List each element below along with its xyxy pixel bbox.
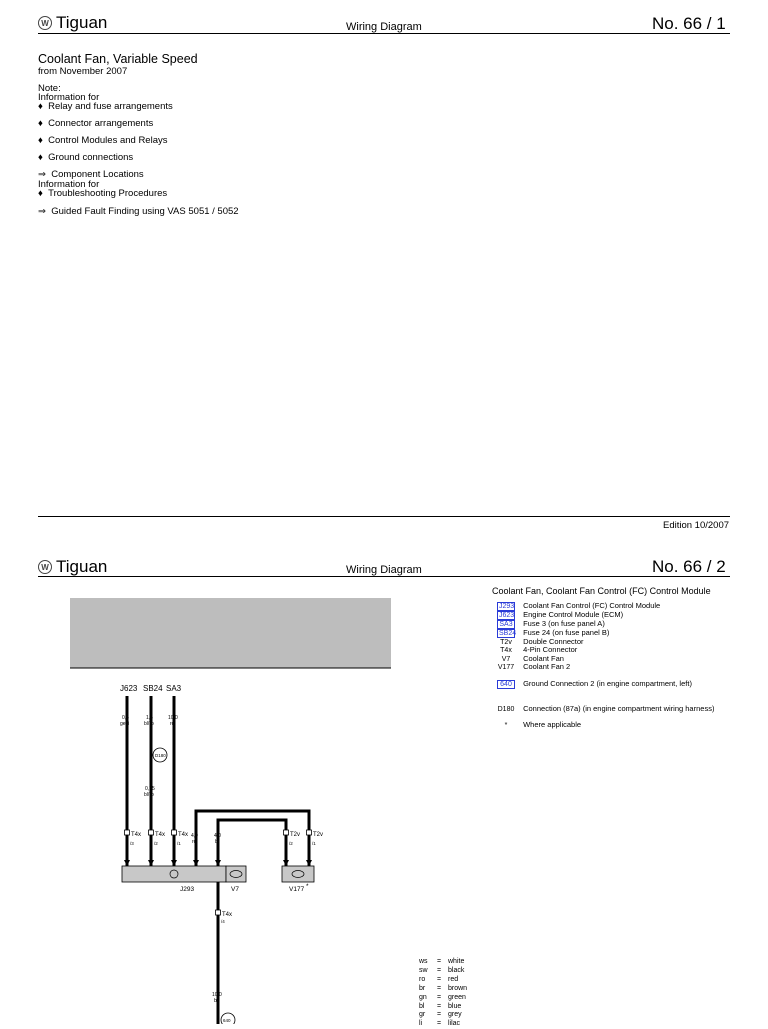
- bullet-text: Control Modules and Relays: [48, 135, 168, 146]
- pin-label: /4: [221, 919, 225, 924]
- page2-brand: [38, 557, 107, 577]
- page1-bullet-troubleshooting[interactable]: [38, 188, 167, 199]
- connector-label: T2v: [290, 832, 301, 838]
- wire-size: 0,5: [122, 715, 129, 721]
- label-star: *: [306, 883, 309, 890]
- bullet-text: Troubleshooting Procedures: [48, 188, 168, 199]
- wire-color: bl/ro: [144, 792, 154, 798]
- vw-logo-icon: W: [38, 560, 52, 574]
- page1-footer-rule: [38, 516, 730, 517]
- legend-desc: Fuse 3 (on fuse panel A): [523, 619, 605, 628]
- legend-row-star: [497, 720, 581, 729]
- legend-desc: Coolant Fan Control (FC) Control Module: [523, 601, 661, 610]
- wire-size: 4,0: [214, 833, 221, 839]
- connector-label: T2v: [313, 832, 324, 838]
- legend-code[interactable]: SA3: [497, 620, 515, 629]
- page1-bullet-connector[interactable]: [38, 118, 153, 129]
- connector-label: T4x: [131, 832, 142, 838]
- diagram-shaded-area: [70, 598, 391, 668]
- label-v7: V7: [231, 886, 239, 893]
- legend-desc: Fuse 24 (on fuse panel B): [523, 628, 610, 637]
- diamond-bullet-icon: ♦: [38, 135, 49, 146]
- diamond-bullet-icon: ♦: [38, 118, 49, 129]
- bullet-text: Ground connections: [48, 152, 134, 163]
- color-key-row: sw = black: [419, 966, 465, 974]
- wire-size: 1,5: [146, 715, 153, 721]
- page2-header-number: No. 66 / 2: [652, 557, 726, 576]
- connector-label: T4x: [155, 832, 166, 838]
- legend-row-v177: [497, 662, 570, 671]
- legend-desc: Double Connector: [523, 637, 584, 646]
- wire-color: ro: [170, 721, 175, 727]
- page2-header-rule: [38, 576, 730, 577]
- color-key-row: gn = green: [419, 993, 466, 1001]
- arrow-right-icon: ⇒: [38, 169, 52, 180]
- page1-bullet-ground[interactable]: [38, 152, 133, 163]
- page1-title: Coolant Fan, Variable Speed: [38, 52, 198, 66]
- label-v177: V177: [289, 886, 305, 893]
- pin-label: /2: [289, 841, 293, 846]
- connector-marker-ground: [216, 910, 221, 915]
- bullet-text: Relay and fuse arrangements: [48, 101, 173, 112]
- wire-size: 10,0: [212, 992, 222, 998]
- diamond-bullet-icon: ♦: [38, 188, 49, 199]
- pin-label: /1: [312, 841, 316, 846]
- legend-code: V7: [501, 656, 511, 663]
- color-key-row: br = brown: [419, 984, 468, 992]
- pin-label: /1: [177, 841, 181, 846]
- component-j293: [122, 866, 226, 882]
- page1-brand: [38, 13, 107, 33]
- vw-logo-icon: W: [38, 16, 52, 30]
- page1-header-rule: [38, 33, 730, 34]
- wire-size: 4,0: [191, 833, 198, 839]
- page1-bullet-control-modules[interactable]: [38, 135, 167, 146]
- page1-info-label: Information for: [38, 92, 100, 103]
- page1-note-label: Note:: [38, 83, 61, 94]
- wire-color: ro: [192, 839, 197, 845]
- page2-header-center: Wiring Diagram: [346, 564, 422, 576]
- legend-desc: Where applicable: [523, 720, 582, 729]
- legend-desc: 4-Pin Connector: [523, 645, 578, 654]
- legend-code: T2v: [500, 639, 512, 646]
- color-key-row: ro = red: [419, 975, 459, 983]
- label-j293: J293: [180, 886, 195, 893]
- wire-color: bl/ro: [144, 721, 154, 727]
- legend-code: *: [504, 722, 508, 729]
- legend-code[interactable]: J623: [499, 612, 515, 619]
- pin-label: /2: [154, 841, 158, 846]
- connector-label: T4x: [222, 912, 233, 918]
- wire-color: br: [215, 839, 220, 845]
- legend-desc: Engine Control Module (ECM): [523, 610, 624, 619]
- page2-brand-text: Tiguan: [56, 557, 108, 576]
- legend-desc: Ground Connection 2 (in engine compartment, left): [523, 679, 692, 688]
- page1-bullet-relay[interactable]: [38, 101, 173, 112]
- label-j623: J623: [120, 684, 138, 693]
- page1-info-label-2: Information for: [38, 179, 100, 190]
- link-text: Guided Fault Finding using VAS 5051 / 5052: [51, 206, 239, 217]
- page1-link-guided-fault[interactable]: [38, 206, 239, 217]
- wire-color: ge/li: [120, 721, 130, 727]
- wire-loop-brown: [218, 820, 286, 866]
- legend-row-640[interactable]: [497, 679, 692, 689]
- legend-desc: Coolant Fan 2: [523, 662, 571, 671]
- page1-brand-text: Tiguan: [56, 13, 108, 32]
- legend-code: V177: [497, 664, 515, 671]
- color-key-row: ws = white: [419, 958, 465, 965]
- legend-code: D180: [497, 706, 515, 713]
- legend-code[interactable]: 640: [497, 680, 515, 689]
- color-key-row: li = lilac: [419, 1020, 461, 1028]
- label-sa3: SA3: [166, 684, 182, 693]
- legend-title: Coolant Fan, Coolant Fan Control (FC) Control Module: [492, 586, 711, 596]
- component-v177: [282, 866, 314, 882]
- wiring-diagram: [0, 590, 410, 1024]
- wire-size: 0,75: [145, 786, 155, 792]
- legend-code: T4x: [500, 647, 512, 654]
- component-v7: [226, 866, 246, 882]
- legend-desc: Coolant Fan: [523, 654, 564, 663]
- page1-subtitle: from November 2007: [38, 66, 128, 77]
- legend-code[interactable]: SB24: [499, 630, 517, 637]
- wire-color-key: [419, 958, 467, 1029]
- legend-code[interactable]: J293: [499, 603, 515, 610]
- label-d180: D180: [155, 753, 166, 758]
- pin-label: /3: [130, 841, 134, 846]
- link-text: Component Locations: [51, 169, 144, 180]
- label-640: 640: [223, 1018, 231, 1023]
- legend-desc: Connection (87a) (in engine compartment wiring harness): [523, 704, 715, 713]
- diamond-bullet-icon: ♦: [38, 101, 49, 112]
- color-key-row: gr = grey: [419, 1011, 462, 1019]
- connector-label: T4x: [178, 832, 189, 838]
- page1-edition: Edition 10/2007: [663, 520, 730, 531]
- bullet-text: Connector arrangements: [48, 118, 154, 129]
- page1-header-center: Wiring Diagram: [346, 21, 422, 33]
- diamond-bullet-icon: ♦: [38, 152, 49, 163]
- legend-row-t4x: [497, 645, 577, 654]
- label-sb24: SB24: [143, 684, 163, 693]
- arrow-right-icon: ⇒: [38, 206, 52, 217]
- color-key-row: bl = blue: [419, 1002, 462, 1010]
- wire-size: 10,0: [168, 715, 178, 721]
- page1-header-number: No. 66 / 1: [652, 14, 726, 33]
- legend-row-d180: [497, 704, 714, 713]
- wire-color: br: [214, 998, 219, 1004]
